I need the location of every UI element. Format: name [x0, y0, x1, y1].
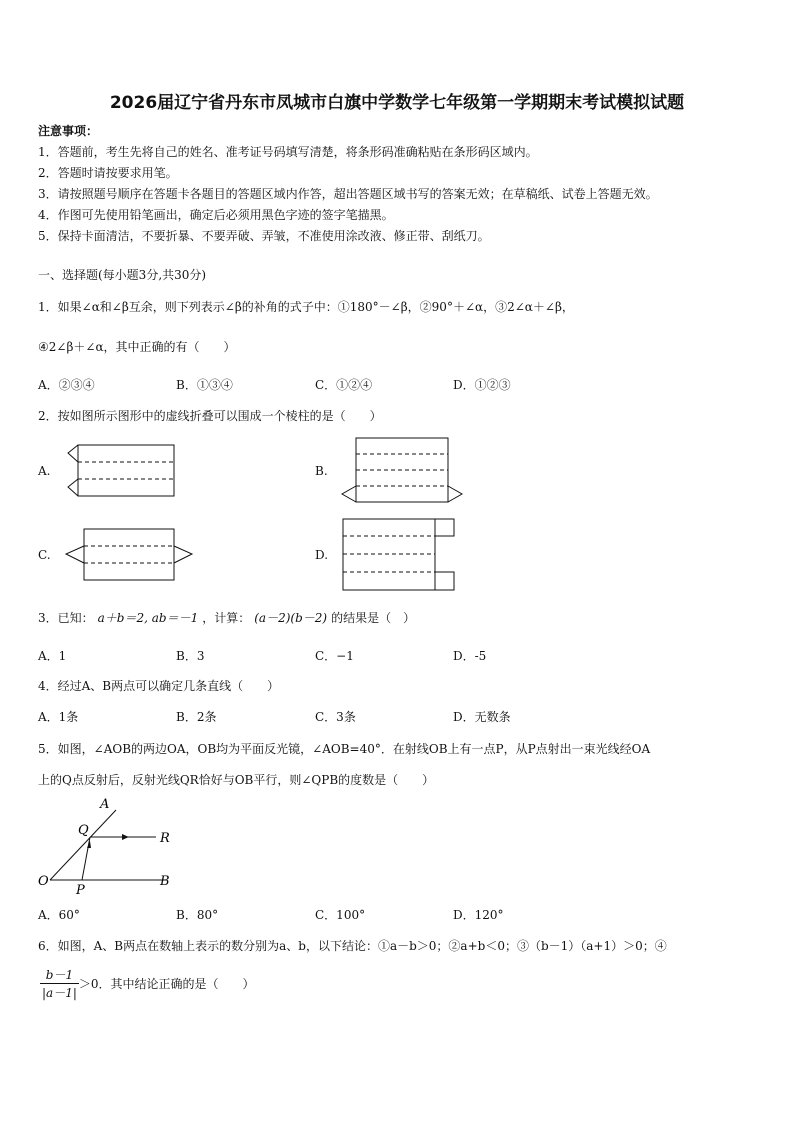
page-title: 2026届辽宁省丹东市凤城市白旗中学数学七年级第一学期期末考试模拟试题: [109, 93, 685, 113]
q4-option-d: D．无数条: [453, 710, 511, 724]
q3-condition: a＋b＝2, ab＝－1: [97, 611, 199, 625]
q6-fraction-denominator: |a－1|: [42, 986, 77, 1000]
q5-label-r: R: [160, 831, 170, 846]
q2-figure-a: [64, 440, 180, 500]
q3-option-d: D．-5: [453, 649, 487, 663]
q6-fraction-numerator: b－1: [40, 966, 79, 984]
q1-option-d: D．①②③: [453, 378, 511, 392]
q5-line2: 上的Q点反射后，反射光线QR恰好与OB平行，则∠QPB的度数是（ ）: [38, 773, 435, 787]
q2-figure-b: [338, 434, 468, 506]
section-heading: 一、选择题(每小题3分,共30分): [38, 268, 207, 282]
q3-option-b: B．3: [176, 649, 205, 663]
q2-figure-c: [62, 526, 198, 584]
q1-line1: 1．如果∠α和∠β互余，则下列表示∠β的补角的式子中：①180°－∠β，②90°＋∠α，③2∠α＋∠β，: [38, 300, 574, 314]
q5-option-a: A．60°: [38, 908, 80, 922]
notice-item: 4．作图可先使用铅笔画出，确定后必须用黑色字迹的签字笔描黑。: [38, 208, 394, 222]
q5-label-p: P: [76, 883, 85, 896]
q2-figure-d: [338, 517, 460, 593]
q1-option-c: C．①②④: [315, 378, 373, 392]
q3-option-c: C．−1: [315, 649, 354, 663]
q3-stem-b: ，计算：: [202, 611, 251, 625]
q4-option-b: B．2条: [176, 710, 217, 724]
q2-stem: 2．按如图所示图形中的虚线折叠可以围成一个棱柱的是（ ）: [38, 409, 382, 423]
q2-label-a: A.: [38, 464, 51, 478]
q4-stem: 4．经过A、B两点可以确定几条直线（ ）: [38, 679, 280, 693]
q2-label-c: C.: [38, 548, 51, 562]
notice-item: 5．保持卡面清洁，不要折暴、不要弄破、弄皱，不准使用涂改液、修正带、刮纸刀。: [38, 229, 490, 243]
q6-fraction: [40, 966, 255, 1001]
q5-label-q: Q: [78, 823, 89, 838]
q3-stem: [38, 609, 415, 626]
q1-line2: ④2∠β＋∠α，其中正确的有（ ）: [38, 340, 236, 354]
q5-option-d: D．120°: [453, 908, 504, 922]
q5-figure: [34, 796, 184, 896]
q3-expression: (a－2)(b－2): [254, 611, 328, 625]
notice-item: 3．请按照题号顺序在答题卡各题目的答题区域内作答，超出答题区域书写的答案无效；在草稿纸、试卷上答题无效。: [38, 187, 658, 201]
q5-label-a: A: [100, 797, 110, 812]
q5-option-c: C．100°: [315, 908, 366, 922]
q2-label-b: B.: [315, 464, 328, 478]
q6-line1: 6．如图，A、B两点在数轴上表示的数分别为a、b，以下结论：①a－b＞0；②a+b＜0；③（b－1）（a+1）＞0；④: [38, 939, 667, 953]
q2-label-d: D.: [315, 548, 329, 562]
q1-option-a: A．②③④: [38, 378, 95, 392]
notice-heading: 注意事项：: [38, 124, 99, 138]
q5-line1: 5．如图，∠AOB的两边OA，OB均为平面反光镜，∠AOB=40°．在射线OB上有一点P，从P点射出一束光线经OA: [38, 742, 651, 756]
q5-label-o: O: [38, 874, 49, 889]
q3-stem-a: 3．已知：: [38, 611, 94, 625]
q6-line2-tail: ＞0．其中结论正确的是（ ）: [78, 977, 255, 991]
q3-option-a: A．1: [38, 649, 67, 663]
q4-option-c: C．3条: [315, 710, 356, 724]
q5-label-b: B: [160, 874, 170, 889]
q4-option-a: A．1条: [38, 710, 79, 724]
notice-item: 1．答题前，考生先将自己的姓名、准考证号码填写清楚，将条形码准确粘贴在条形码区域内。: [38, 145, 538, 159]
q3-stem-c: 的结果是（ ）: [331, 611, 416, 625]
q1-option-b: B．①③④: [176, 378, 233, 392]
notice-item: 2．答题时请按要求用笔。: [38, 166, 178, 180]
q5-option-b: B．80°: [176, 908, 219, 922]
